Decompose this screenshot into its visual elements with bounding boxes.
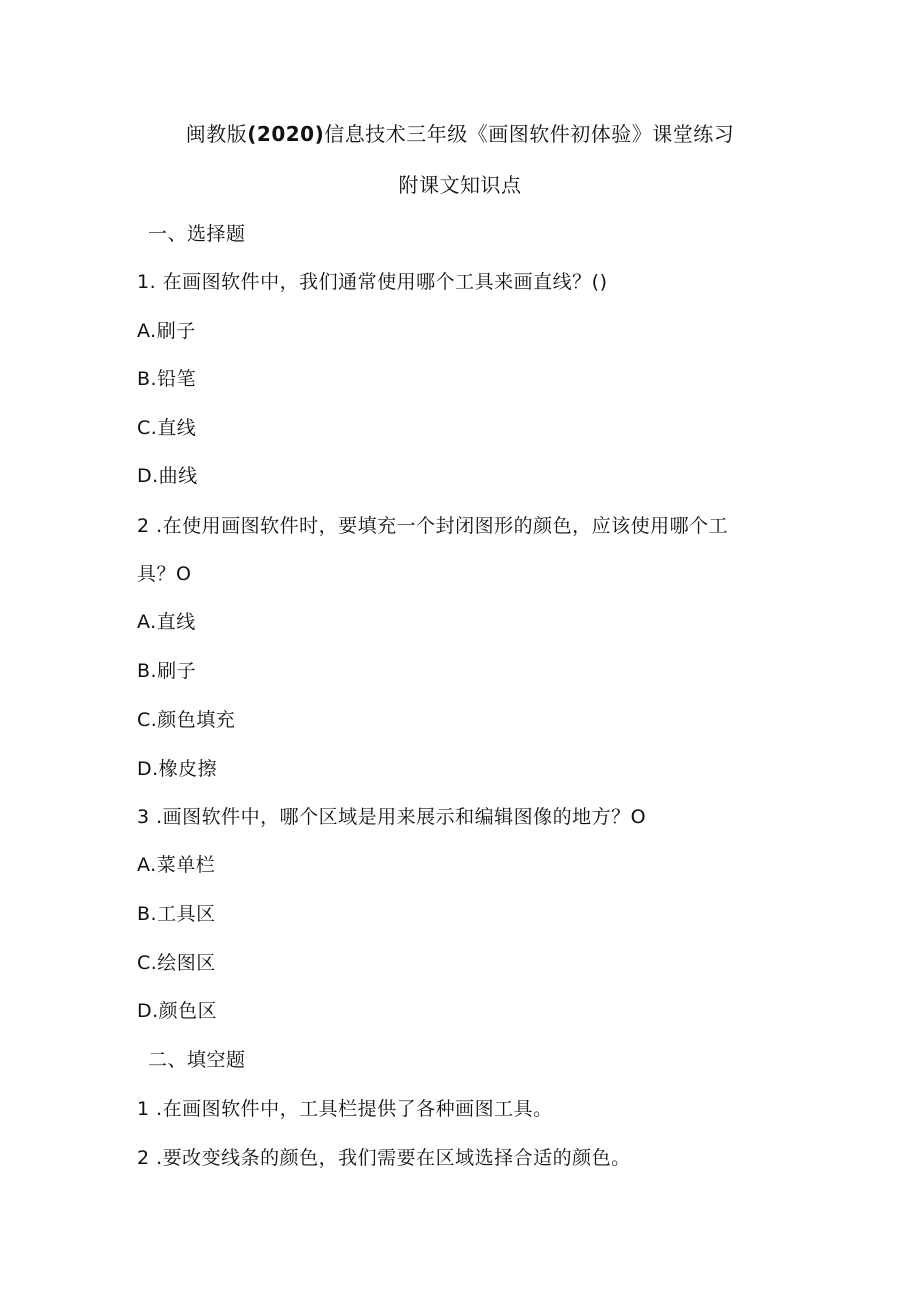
question-2-line-1	[137, 514, 728, 538]
section-heading-choice: 一、选择题	[148, 223, 246, 245]
fill-item-2-text: .要改变线条的颜色，我们需要在区域选择合适的颜色。	[149, 1147, 631, 1169]
title-prefix: 闽教版	[185, 122, 248, 146]
document-subtitle: 附课文知识点	[398, 173, 522, 197]
q2-option-b: B.刷子	[137, 660, 197, 682]
question-3-text: .画图软件中，哪个区域是用来展示和编辑图像的地方？O	[149, 806, 647, 828]
title-year: (2020)	[247, 122, 325, 146]
question-2-line-2: 具？O	[137, 563, 192, 585]
section-heading-fill: 二、填空题	[148, 1049, 246, 1071]
q2-option-a: A.直线	[137, 611, 196, 633]
document-title	[0, 122, 920, 146]
q3-option-d: D.颜色区	[137, 1000, 218, 1022]
fill-item-1-text: .在画图软件中，工具栏提供了各种画图工具。	[149, 1098, 553, 1120]
q2-option-d: D.橡皮擦	[137, 758, 218, 780]
q2-option-c: C.颜色填充	[137, 709, 236, 731]
question-3	[137, 805, 646, 829]
title-suffix: 信息技术三年级《画图软件初体验》课堂练习	[324, 122, 735, 146]
q3-option-a: A.菜单栏	[137, 854, 216, 876]
q3-option-c: C.绘图区	[137, 952, 216, 974]
question-3-number: 3	[137, 806, 150, 828]
q1-option-b: B.铅笔	[137, 368, 197, 390]
q3-option-b: B.工具区	[137, 903, 216, 925]
question-2-number: 2	[137, 515, 150, 537]
question-2-text: .在使用画图软件时，要填充一个封闭图形的颜色，应该使用哪个工	[149, 515, 729, 537]
q1-option-a: A.刷子	[137, 320, 196, 342]
question-1: 1. 在画图软件中，我们通常使用哪个工具来画直线？()	[137, 271, 608, 293]
fill-item-1	[137, 1097, 553, 1121]
q1-option-d: D.曲线	[137, 465, 198, 487]
fill-item-1-number: 1	[137, 1098, 150, 1120]
fill-item-2	[137, 1146, 631, 1170]
q1-option-c: C.直线	[137, 417, 197, 439]
fill-item-2-number: 2	[137, 1147, 150, 1169]
